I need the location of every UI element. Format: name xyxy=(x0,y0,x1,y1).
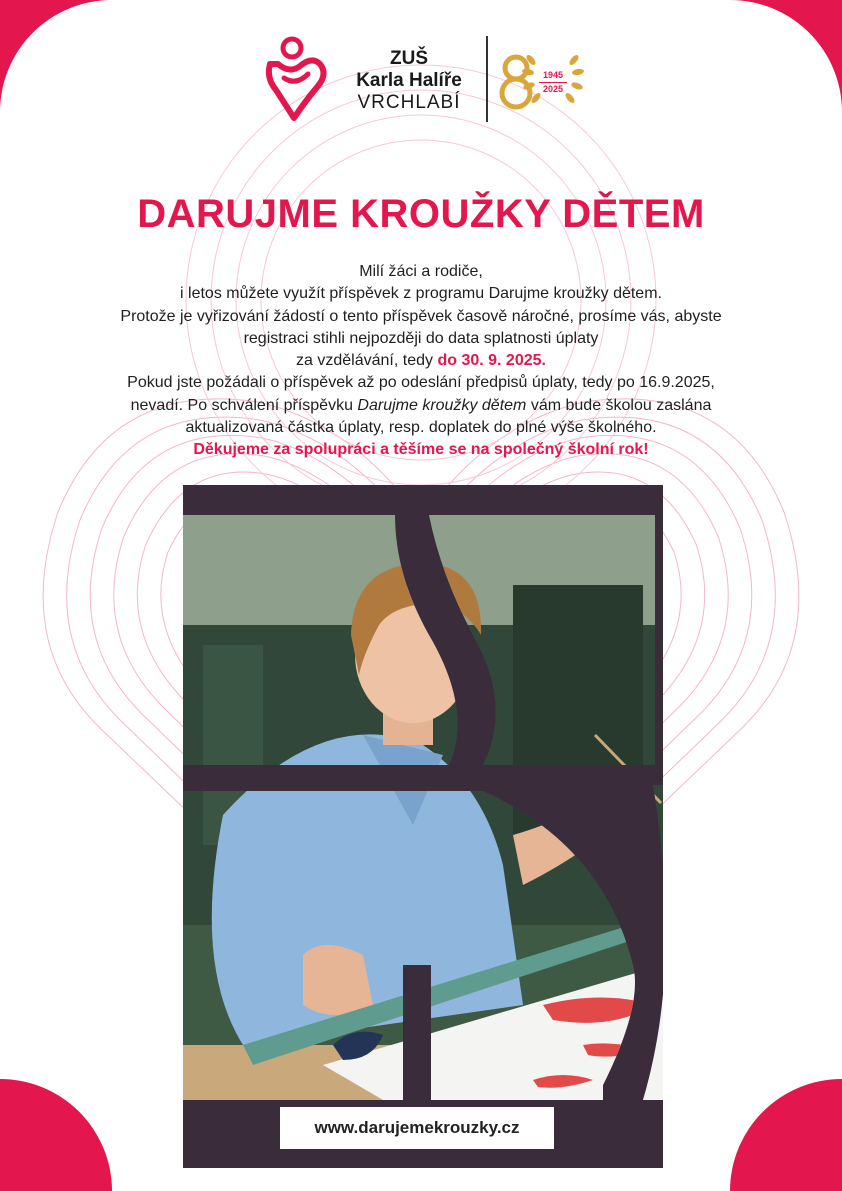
corner-decoration-top-left xyxy=(0,0,112,112)
corner-decoration-top-right xyxy=(730,0,842,112)
school-name-line1: ZUŠ xyxy=(390,48,428,69)
body-line-4: registraci stihli nejpozději do data splatnosti úplaty xyxy=(243,329,599,347)
body-line-2: i letos můžete využít příspěvek z programu Darujme kroužky dětem. xyxy=(180,285,662,303)
greeting: Milí žáci a rodiče, xyxy=(359,263,483,280)
anniversary-logo xyxy=(498,48,586,116)
school-name-line2: Karla Halíře xyxy=(356,70,462,91)
anniversary-year-end: 2025 xyxy=(542,84,564,94)
school-name-line3: VRCHLABÍ xyxy=(357,92,461,113)
thanks-line: Děkujeme za spolupráci a těšíme se na společný školní rok! xyxy=(193,441,649,459)
body-line-7-prefix: nevadí. Po schválení příspěvku xyxy=(130,396,358,414)
website-url[interactable]: www.darujemekrouzky.cz xyxy=(314,1118,520,1137)
header xyxy=(262,34,592,126)
body-line-6: Pokud jste požádali o příspěvek až po odeslání předpisů úplaty, tedy po 16.9.2025, xyxy=(127,374,715,392)
corner-decoration-bottom-right xyxy=(730,1079,842,1191)
corner-decoration-bottom-left xyxy=(0,1079,112,1191)
school-logo-icon xyxy=(262,34,330,122)
body-line-5-prefix: za vzdělávání, tedy xyxy=(296,352,438,370)
body-line-3: Protože je vyřizování žádostí o tento příspěvek časově náročné, prosíme vás, abyste xyxy=(120,307,722,325)
photo-frame xyxy=(183,485,663,1168)
body-line-8: aktualizovaná částka úplaty, resp. doplatek do plné výše školného. xyxy=(185,419,657,437)
body-line-7-suffix: vám bude školou zaslána xyxy=(526,396,712,414)
page-title: DARUJME KROUŽKY DĚTEM xyxy=(137,192,705,236)
body-line-7 xyxy=(70,395,772,417)
anniversary-year-start: 1945 xyxy=(542,70,564,80)
header-divider xyxy=(486,36,488,122)
body-text xyxy=(70,261,772,462)
body-line-5 xyxy=(70,350,772,372)
school-name xyxy=(334,48,484,114)
boy-painting-photo xyxy=(183,485,663,1168)
program-name: Darujme kroužky dětem xyxy=(357,396,527,414)
anniversary-divider xyxy=(539,82,567,83)
deadline-date: do 30. 9. 2025. xyxy=(437,352,546,370)
website-url-box[interactable] xyxy=(280,1107,554,1149)
